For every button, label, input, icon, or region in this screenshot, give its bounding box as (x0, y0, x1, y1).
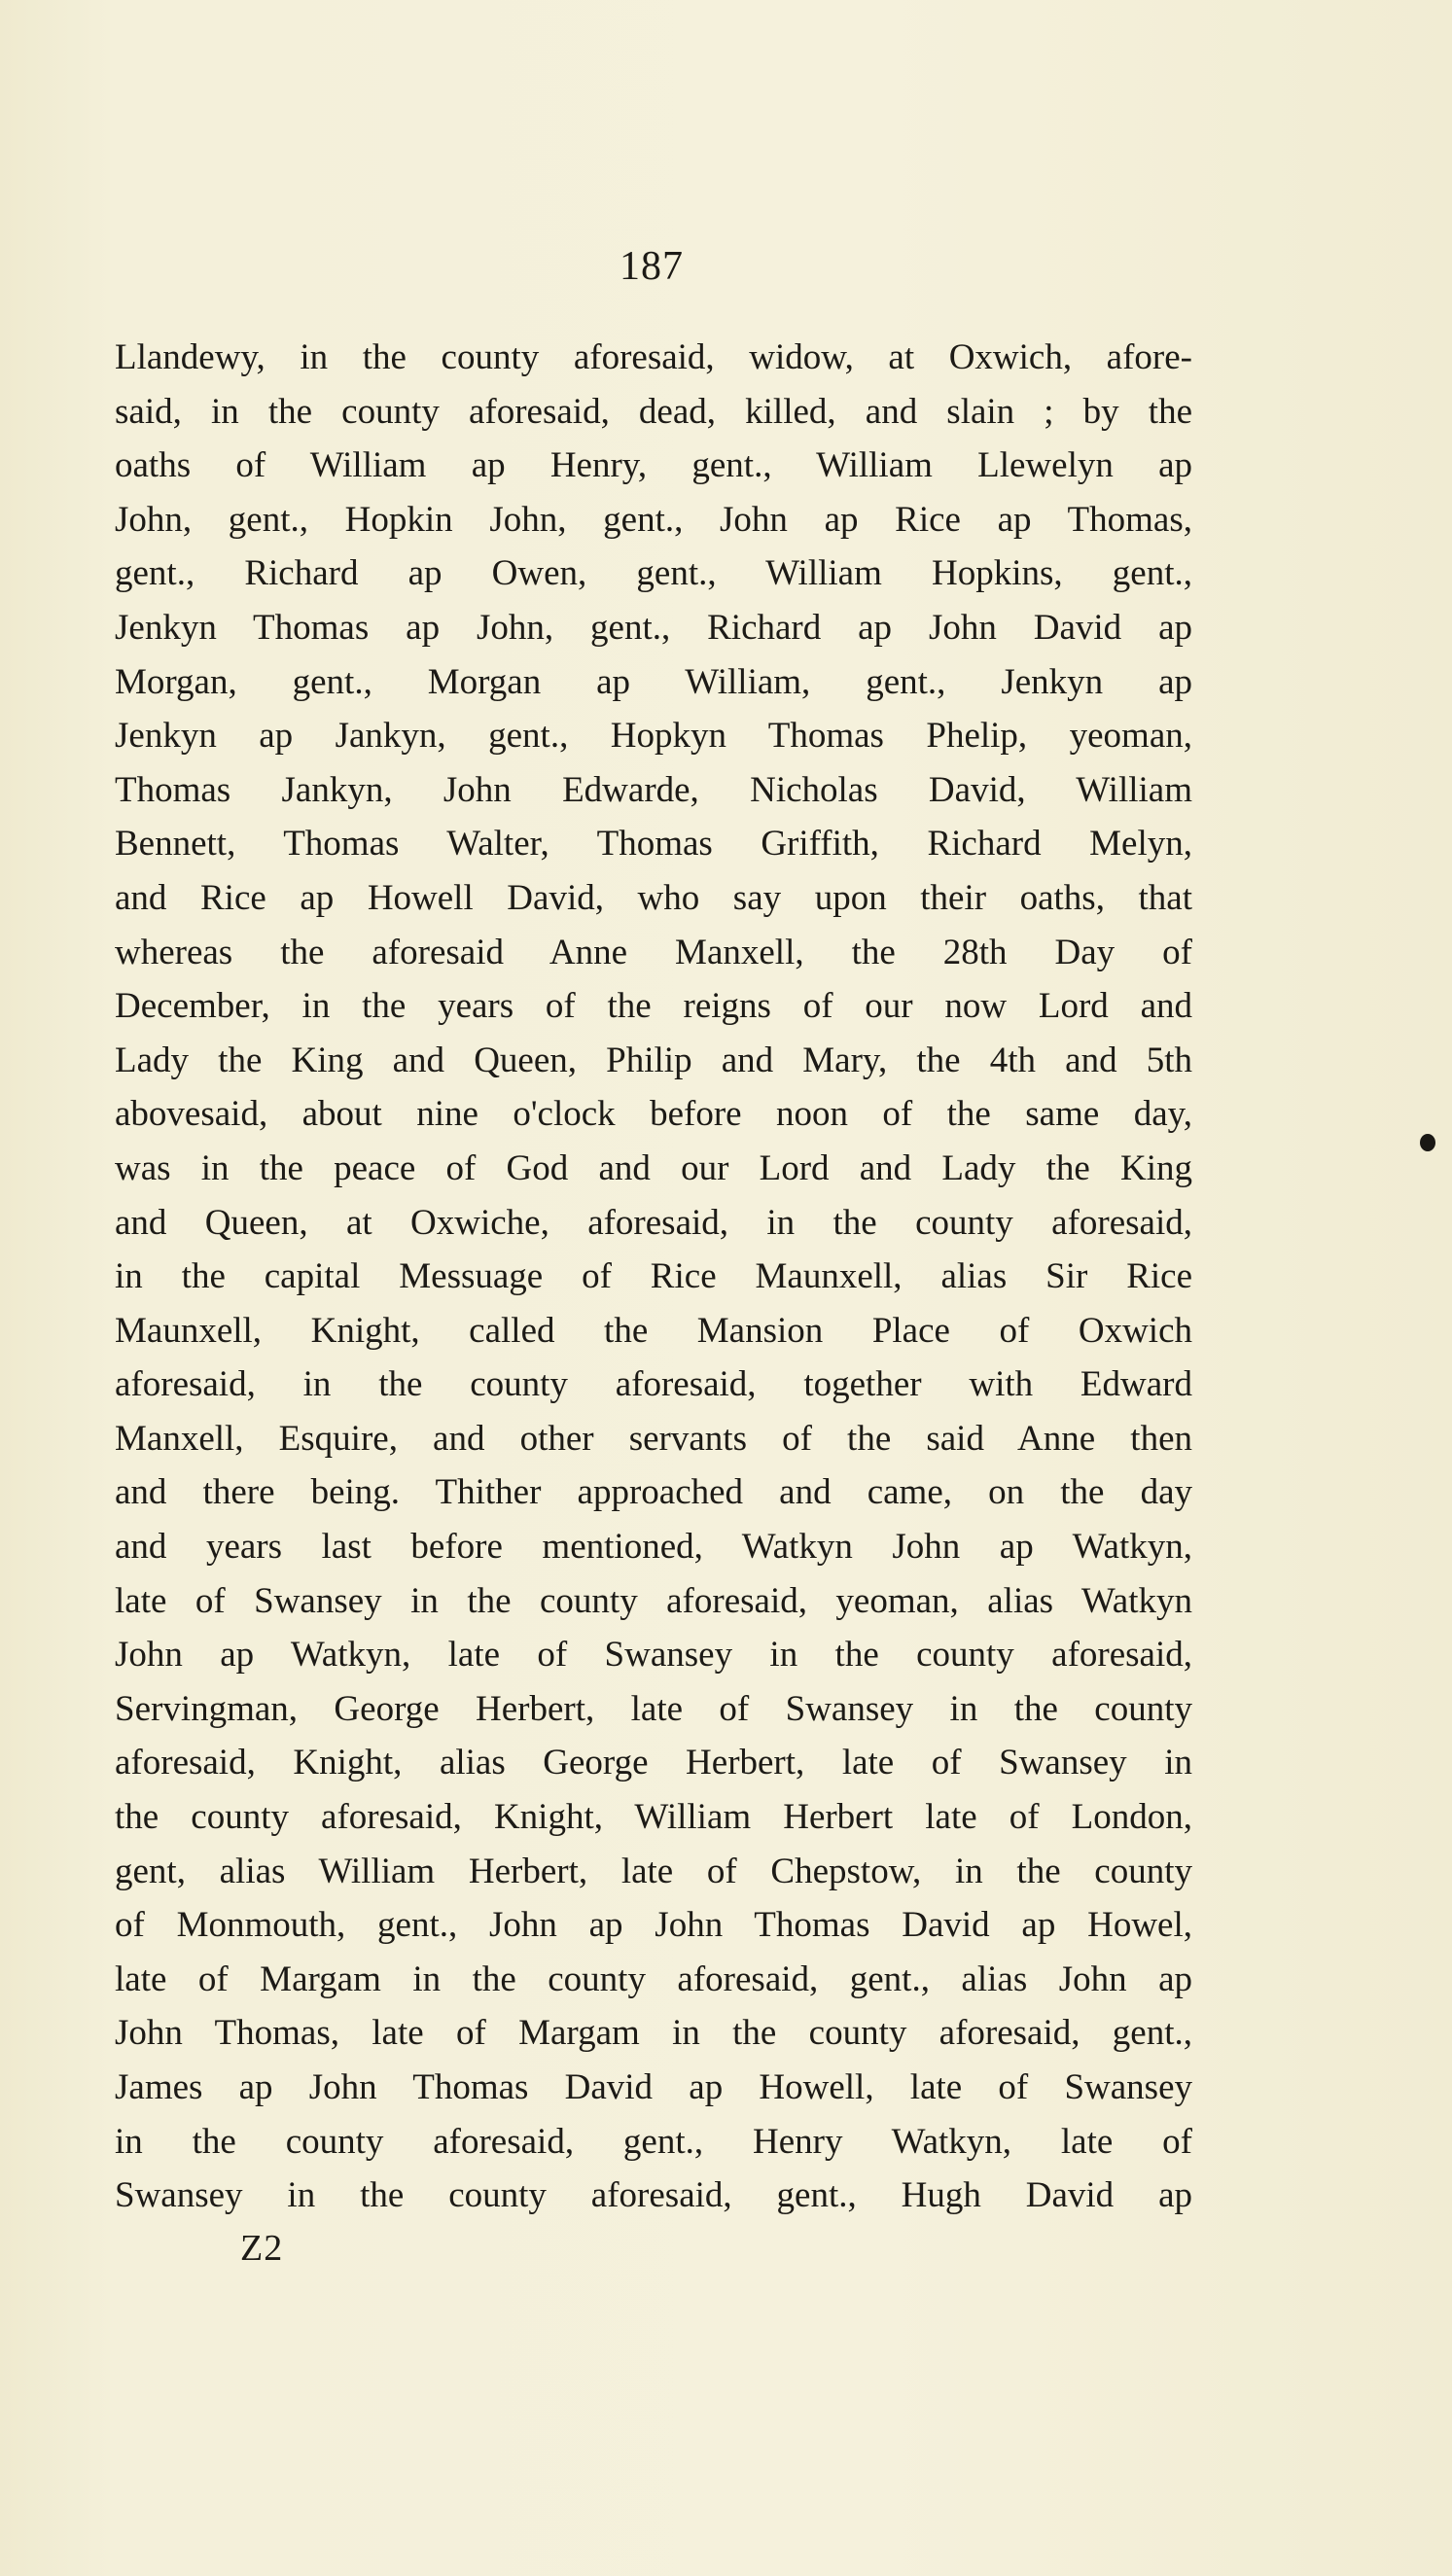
text-line: of Monmouth, gent., John ap John Thomas David ap Howel, (115, 1905, 1192, 1946)
text-line: December, in the years of the reigns of our now Lord and (115, 986, 1192, 1027)
text-line: John Thomas, late of Margam in the county aforesaid, gent., (115, 2013, 1192, 2054)
text-line: Llandewy, in the county aforesaid, widow, at Oxwich, afore- (115, 337, 1192, 377)
ink-spot (1420, 1134, 1435, 1151)
text-line: Jenkyn Thomas ap John, gent., Richard ap John David ap (115, 607, 1192, 648)
text-line: gent, alias William Herbert, late of Chepstow, in the county (115, 1851, 1192, 1891)
text-line: aforesaid, in the county aforesaid, together with Edward (115, 1364, 1192, 1405)
signature-mark: Z2 (240, 2228, 284, 2269)
text-line: John ap Watkyn, late of Swansey in the county aforesaid, (115, 1635, 1192, 1676)
text-line: in the capital Messuage of Rice Maunxell, alias Sir Rice (115, 1256, 1192, 1297)
text-line: and Queen, at Oxwiche, aforesaid, in the county aforesaid, (115, 1202, 1192, 1243)
text-line: Bennett, Thomas Walter, Thomas Griffith, Richard Melyn, (115, 824, 1192, 865)
text-line: gent., Richard ap Owen, gent., William Hopkins, gent., (115, 553, 1192, 594)
text-line: was in the peace of God and our Lord and Lady the King (115, 1147, 1192, 1188)
text-line: Manxell, Esquire, and other servants of the said Anne then (115, 1418, 1192, 1459)
text-line: the county aforesaid, Knight, William Herbert late of London, (115, 1797, 1192, 1838)
text-line: said, in the county aforesaid, dead, killed, and slain ; by the (115, 391, 1192, 432)
body-text (115, 331, 1192, 2223)
text-line: Swansey in the county aforesaid, gent., Hugh David ap (115, 2175, 1192, 2216)
text-line: Lady the King and Queen, Philip and Mary, the 4th and 5th (115, 1040, 1192, 1080)
text-line: and years last before mentioned, Watkyn John ap Watkyn, (115, 1527, 1192, 1568)
text-line: and Rice ap Howell David, who say upon their oaths, that (115, 877, 1192, 918)
text-line: in the county aforesaid, gent., Henry Watkyn, late of (115, 2121, 1192, 2162)
text-line: oaths of William ap Henry, gent., William Llewelyn ap (115, 445, 1192, 486)
text-line: Morgan, gent., Morgan ap William, gent., Jenkyn ap (115, 661, 1192, 702)
text-line: Maunxell, Knight, called the Mansion Place of Oxwich (115, 1310, 1192, 1351)
text-line: aforesaid, Knight, alias George Herbert, late of Swansey in (115, 1743, 1192, 1783)
text-line: Thomas Jankyn, John Edwarde, Nicholas David, William (115, 769, 1192, 810)
text-line: Jenkyn ap Jankyn, gent., Hopkyn Thomas Phelip, yeoman, (115, 716, 1192, 757)
page-number: 187 (620, 244, 684, 289)
text-line: and there being. Thither approached and came, on the day (115, 1472, 1192, 1513)
text-line: late of Margam in the county aforesaid, gent., alias John ap (115, 1958, 1192, 1999)
text-line: abovesaid, about nine o'clock before noon of the same day, (115, 1094, 1192, 1135)
text-line: late of Swansey in the county aforesaid, yeoman, alias Watkyn (115, 1580, 1192, 1621)
text-line: whereas the aforesaid Anne Manxell, the 28th Day of (115, 932, 1192, 972)
text-line: John, gent., Hopkin John, gent., John ap Rice ap Thomas, (115, 499, 1192, 540)
text-line: James ap John Thomas David ap Howell, late of Swansey (115, 2067, 1192, 2107)
text-line: Servingman, George Herbert, late of Swansey in the county (115, 1688, 1192, 1729)
